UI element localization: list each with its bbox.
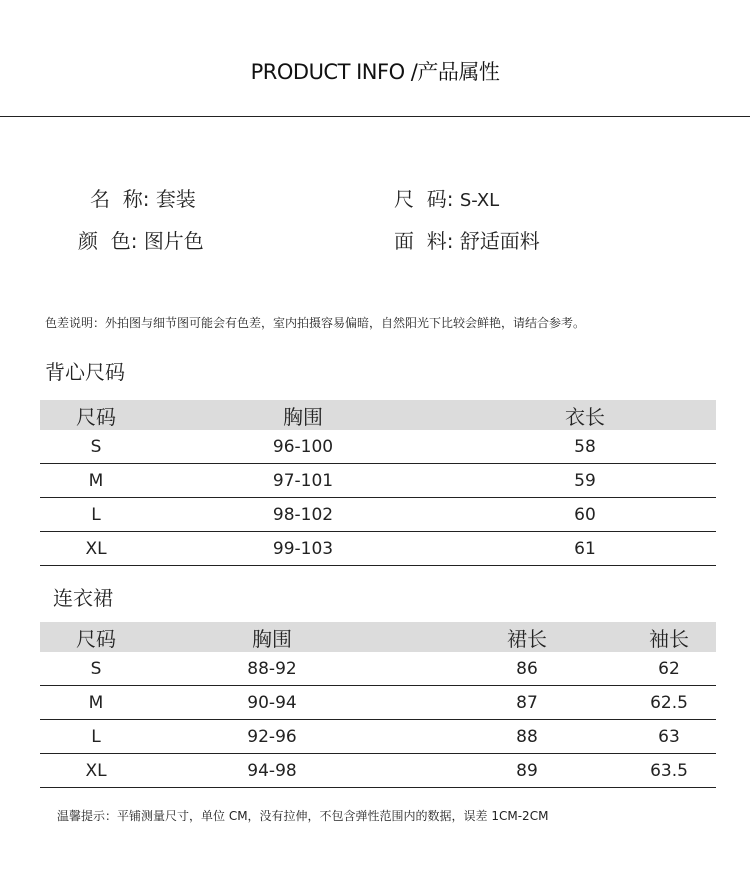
table-row — [40, 652, 716, 686]
table-row — [40, 720, 716, 754]
attr-size-label: 尺 码: — [394, 187, 454, 211]
column-header-skirt-length: 裙长 — [492, 622, 562, 652]
cell-chest: 98-102 — [152, 498, 434, 532]
vest-size-title: 背心尺码 — [45, 360, 125, 384]
cell-chest: 99-103 — [152, 532, 434, 566]
cell-size: L — [40, 720, 152, 754]
table-row — [40, 686, 716, 720]
cell-chest: 92-96 — [152, 720, 492, 754]
cell-length: 61 — [434, 532, 716, 566]
cell-size: S — [40, 652, 152, 686]
cell-skirt-length: 86 — [492, 652, 562, 686]
attr-size-value: S-XL — [459, 190, 500, 211]
page-title: PRODUCT INFO /产品属性 — [250, 60, 500, 84]
dress-size-table — [40, 622, 716, 788]
cell-length: 59 — [434, 464, 716, 498]
attr-color-value: 图片色 — [143, 229, 204, 253]
dress-size-title: 连衣裙 — [53, 586, 113, 610]
attr-size — [394, 183, 499, 212]
cell-skirt-length: 87 — [492, 686, 562, 720]
table-header-row — [40, 622, 716, 652]
cell-chest: 88-92 — [152, 652, 492, 686]
table-row — [40, 532, 716, 566]
cell-size: S — [40, 430, 152, 464]
attr-name-value: 套装 — [155, 187, 196, 211]
cell-length: 60 — [434, 498, 716, 532]
cell-chest: 96-100 — [152, 430, 434, 464]
column-header-length: 衣长 — [434, 400, 716, 430]
color-difference-note: 色差说明：外拍图与细节图可能会有色差，室内拍摄容易偏暗，自然阳光下比较会鲜艳，请结合参考。 — [45, 316, 586, 330]
cell-sleeve-length: 62.5 — [562, 686, 716, 720]
column-header-chest: 胸围 — [152, 622, 492, 652]
header-divider — [0, 116, 750, 117]
cell-length: 58 — [434, 430, 716, 464]
cell-chest: 90-94 — [152, 686, 492, 720]
attr-name-label: 名 称: — [90, 187, 150, 211]
cell-size: M — [40, 686, 152, 720]
attr-color-label: 颜 色: — [78, 229, 138, 253]
cell-size: M — [40, 464, 152, 498]
measurement-tip: 温馨提示：平铺测量尺寸，单位 CM，没有拉伸，不包含弹性范围内的数据，误差 1CM-2CM — [57, 809, 549, 823]
column-header-sleeve-length: 袖长 — [562, 622, 716, 652]
cell-size: XL — [40, 754, 152, 788]
attr-fabric-value: 舒适面料 — [459, 229, 540, 253]
attr-fabric — [394, 225, 540, 254]
column-header-size: 尺码 — [40, 622, 152, 652]
cell-chest: 97-101 — [152, 464, 434, 498]
table-row — [40, 498, 716, 532]
attr-color — [78, 225, 204, 254]
cell-sleeve-length: 63.5 — [562, 754, 716, 788]
table-row — [40, 754, 716, 788]
attr-fabric-label: 面 料: — [394, 229, 454, 253]
table-row — [40, 430, 716, 464]
cell-skirt-length: 89 — [492, 754, 562, 788]
cell-size: L — [40, 498, 152, 532]
attr-name — [90, 183, 196, 212]
cell-size: XL — [40, 532, 152, 566]
vest-size-table — [40, 400, 716, 566]
table-header-row — [40, 400, 716, 430]
cell-chest: 94-98 — [152, 754, 492, 788]
cell-sleeve-length: 63 — [562, 720, 716, 754]
table-row — [40, 464, 716, 498]
column-header-size: 尺码 — [40, 400, 152, 430]
column-header-chest: 胸围 — [152, 400, 434, 430]
cell-skirt-length: 88 — [492, 720, 562, 754]
cell-sleeve-length: 62 — [562, 652, 716, 686]
